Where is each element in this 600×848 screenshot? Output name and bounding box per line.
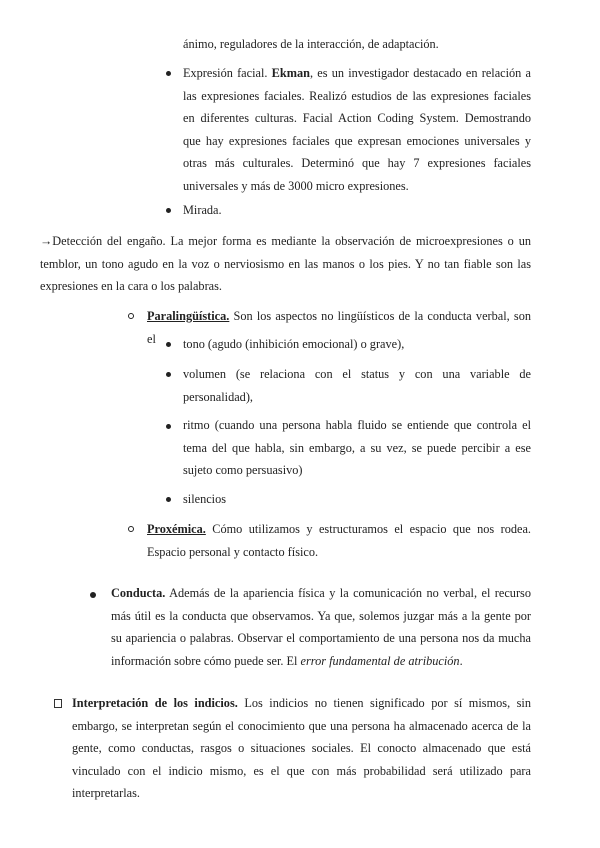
conducta-item: Conducta. Además de la apariencia física y la comunicación no verbal, el recurso más útil es la conducta que observamos. Ya que, solemos juzgar más a la gente por su apariencia o palabras. Observar el comportamiento de una persona nos da mucha información sobre cómo puede ser. El error fundamental de atribución. — [111, 586, 531, 668]
bullet-dot-icon — [166, 71, 171, 76]
interpretacion-title: Interpretación de los indicios. — [72, 696, 238, 710]
paralinguistica-heading: Paralingüística. Son los aspectos no lingüísticos de la conducta verbal, son el — [147, 309, 531, 346]
expresion-facial-item: Expresión facial. Ekman, es un investigador destacado en relación a las expresiones faciales. Realizó estudios de las expresiones faciales en diferentes culturas. Facial Action Coding System. Demostrando que hay expresiones faciales que expresan emociones universales y otras más culturales. Determinó que hay 7 expresiones faciales universales y más de 3000 micro expresiones. — [183, 66, 531, 193]
bullet-dot-icon — [166, 497, 171, 502]
animo-line: ánimo, reguladores de la interacción, de adaptación. — [183, 37, 439, 51]
deteccion-paragraph: →Detección del engaño. La mejor forma es mediante la observación de microexpresiones o un temblor, un tono agudo en la voz o nerviosismo en las manos o los pies. Y no tan fiable son las expresiones en la cara o los palabras. — [40, 234, 531, 294]
paralinguistica-item-silencios: silencios — [183, 492, 227, 506]
interpretacion-item: Interpretación de los indicios. Los indicios no tienen significado por sí mismos, sin embargo, se interpretan según el conocimiento que una persona ha almacenado acerca de la gente, como conductas, rasgos o situaciones sociales. El conocto almacenado que está vinculado con el indicio mismo, es el que con más probabilidad será utilizado para interpretarlas. — [72, 696, 531, 801]
bullet-dot-icon — [166, 208, 171, 213]
proxemica-title: Proxémica. — [147, 522, 206, 536]
ekman-name: Ekman — [271, 66, 310, 80]
error-fundamental-term: error fundamental de atribución — [300, 653, 460, 668]
box-bullet-icon — [54, 699, 62, 708]
paralinguistica-item-ritmo: ritmo (cuando una persona habla fluido se entiende que controla el tema del que habla, sin embargo, a su vez, se puede percibir a ese sujeto como persuasivo) — [183, 418, 531, 478]
paralinguistica-item-tono: tono (agudo (inhibición emocional) o grave), — [183, 337, 405, 351]
bullet-dot-icon — [166, 424, 171, 429]
mirada-item: Mirada. — [183, 203, 222, 217]
filled-bullet-icon — [90, 592, 96, 598]
conducta-title: Conducta. — [111, 586, 166, 600]
circle-bullet-icon — [128, 313, 134, 319]
bullet-dot-icon — [166, 372, 171, 377]
proxemica-item: Proxémica. Cómo utilizamos y estructuramos el espacio que nos rodea. Espacio personal y contacto físico. — [147, 522, 531, 559]
bullet-dot-icon — [166, 342, 171, 347]
paralinguistica-item-volumen: volumen (se relaciona con el status y con una variable de personalidad), — [183, 367, 531, 404]
circle-bullet-icon — [128, 526, 134, 532]
paralinguistica-title: Paralingüística. — [147, 309, 230, 323]
